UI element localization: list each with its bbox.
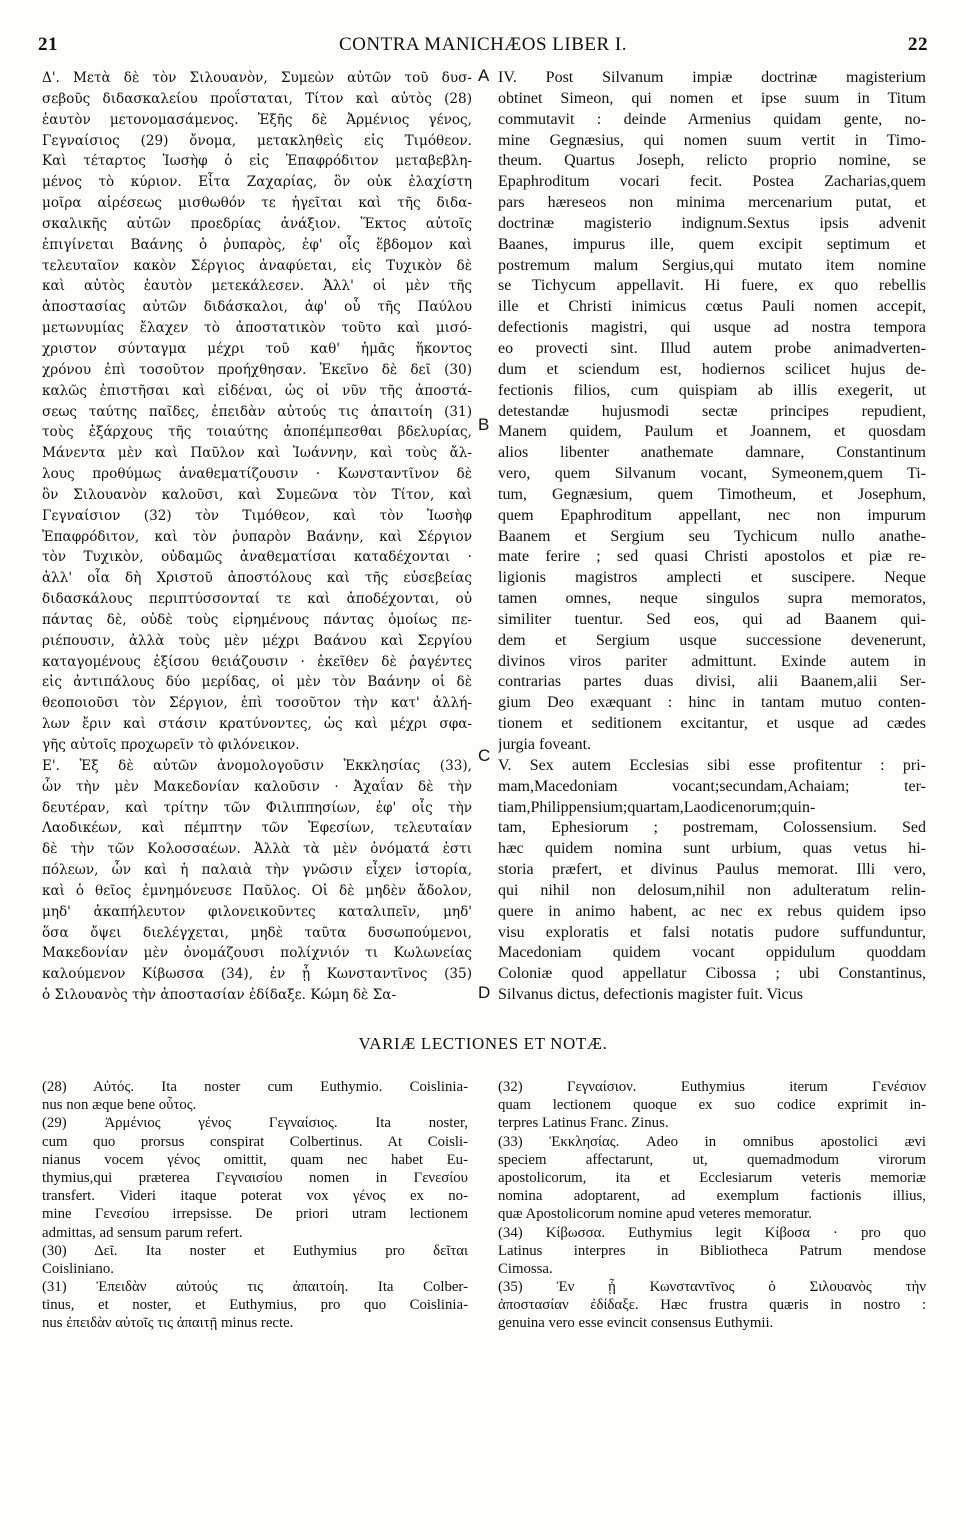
note-line: (34) Κίβωσσα. Euthymius legit Κίβοσα · pro quo (498, 1224, 926, 1241)
greek-text-line: Δ'. Μετὰ δὲ τὸν Σιλουανὸν, Συμεὼν αὐτῶν τοῦ δυσ- (42, 70, 472, 86)
latin-text-line: Silvanus dictus, defectionis magister fuit. Vicus (498, 986, 803, 1004)
note-line: (28) Αὐτός. Ita noster cum Euthymio. Coislinia- (42, 1079, 468, 1095)
latin-text-line: similiter tuentur. Sed eos, qui ad Baanem qui- (498, 610, 926, 628)
note-line: ἀποστασίαν ἐδίδαξε. Hæc frustra quæris in nostro : (498, 1297, 926, 1314)
running-header (38, 34, 928, 58)
greek-text-line: χρόνου ἐπὶ τοσοῦτον προήχθησαν. Ἐκεῖνο δὲ δεῖ (30) (42, 361, 472, 378)
note-line: Cimossa. (498, 1260, 553, 1277)
note-line: (31) Ἐπειδὰν αὐτούς τις ἀπαιτοίη. Ita Colber- (42, 1279, 468, 1296)
greek-text-line: μοῖρα αἱρέσεως μισθωθόν τε ἡγεῖται καὶ τῆς διδα- (42, 195, 472, 212)
greek-text-line: λους προθύμως ἀναθεματίζουσιν · Κωνσταντῖνον δὲ (42, 466, 472, 483)
latin-text-line: tiam,Philippensium;quartam,Laodicenorum;quin- (498, 798, 816, 816)
greek-text-line: καὶ ὁ θεῖος ἐμνημόνευσε Παῦλος. Οἱ δὲ μηδὲν ἄδολον, (42, 882, 472, 899)
latin-text-line: Macedoniam quidem vocant oppidulum quoddam (498, 944, 926, 962)
greek-text-line: ἐπιγίνεται Βαάνης ὁ ῥυπαρὸς, ἐφ' οἷς ἕβδομον καὶ (42, 236, 472, 253)
latin-text-line: gium Deo exæquant : hinc in tantam mutuo conten- (498, 694, 926, 712)
greek-text-line: ἑαυτὸν μετονομασάμενος. Ἐξῆς δὲ Ἀρμένιος γένος, (42, 111, 472, 128)
latin-text-line: dem et Sergium usque successione devenerunt, (498, 631, 926, 649)
note-line: nomina adoptarent, ad exemplum factionis illius, (498, 1188, 926, 1205)
greek-text-line: Ε'. Ἐξ δὲ αὐτῶν ἀνομολογοῦσιν Ἐκκλησίας (33), (42, 757, 472, 774)
latin-text-line: mate ferire ; sed quasi Christi apostolos et piæ re- (498, 548, 926, 566)
note-line: terpres Latinus Franc. Zinus. (498, 1115, 669, 1132)
greek-text-line: σκαλικῆς αὐτῶν προεδρίας ἀνάξιον. Ἕκτος αὐτοῖς (42, 215, 472, 232)
latin-text-line: commutavit : deinde Armenius quidam gente, no- (498, 110, 926, 128)
note-line: speciem affectarunt, ut, quemadmodum virorum (498, 1151, 926, 1168)
greek-text-line: καλῶς ἐπιστῆσαι καὶ εἰδέναι, ὡς οἱ νῦν τῆς ἀποστά- (42, 382, 472, 399)
latin-text-line: tam, Ephesiorum ; postremam, Colossensium. Sed (498, 819, 926, 837)
latin-text-line: pars hæreseos non minima mercenarium putat, et (498, 194, 926, 212)
greek-text-line: θεοποιοῦσι τὸν Σέργιον, ἐπὶ τοσοῦτον τὴν κατ' ἀλλή- (42, 695, 472, 712)
greek-text-line: ὃν Σιλουανὸν καλοῦσι, καὶ Συμεῶνα τὸν Τίτον, καὶ (42, 486, 472, 503)
note-line: Coisliniano. (42, 1260, 114, 1277)
latin-text-line: fectionis filios, cum quispiam ab illis exegerit, ut (498, 381, 926, 399)
greek-text-line: Ἐπαφρόδιτον, καὶ τὸν ῥυπαρὸν Βαάνην, καὶ Σέργιον (42, 528, 472, 545)
greek-text-line: Λαοδικέων, καὶ πέμπτην τῶν Ἐφεσίων, τελευταίαν (42, 820, 472, 837)
latin-text-line: quem Epaphroditum appellant, nec non impurum (498, 506, 926, 524)
note-line: quæ Apostolicorum nomine apud veteres memoratur. (498, 1206, 812, 1223)
note-line: thymius,qui præterea Γεγναισίου nomen in Γενεσίου (42, 1169, 468, 1186)
greek-text-line: Μάνεντα μὲν καὶ Παῦλον καὶ Ἰωάννην, καὶ τοὺς ἄλ- (42, 445, 472, 462)
latin-text-line: hæc quidem nomina sunt urbium, quas vetus hi- (498, 840, 926, 858)
greek-text-line: τὸν Τυχικὸν, οὐδαμῶς ἀναθεματίσαι καταδέχονται · (42, 549, 472, 566)
greek-text-line: καταγομένους ἐξίσου θειάζουσιν · ἐκεῖθεν δὲ ῥαγέντες (42, 653, 472, 670)
margin-marker-c: C (478, 746, 491, 765)
greek-text-line: λων ἔριν καὶ στάσιν κρατύνοντες, ὡς καὶ μέχρι σφα- (42, 716, 472, 733)
latin-text-line: qui nihil non delosum,nihil non adulteratum relin- (498, 881, 926, 899)
greek-text-line: καὶ αὐτὸς ἑαυτὸν μετεκάλεσεν. Ἀλλ' οἱ μὲν τῆς (42, 278, 472, 295)
latin-text-line: Epaphroditum vocari fecit. Postea Zacharias,quem (498, 173, 926, 191)
greek-text-line: μηδ' ἀκαπήλευτον φιλονεικοῦντες καταλιπεῖν, μηδ' (42, 903, 472, 920)
greek-text-line: μένος τὸ κύριον. Εἶτα Ζαχαρίας, ὃν οὐκ ἐλαχίστη (42, 174, 472, 191)
greek-text-line: εἰς ἀντιπάλους δύο μερίδας, οἱ μὲν τὸν Βαάνην οἱ δὲ (42, 674, 472, 691)
notes-left-column (42, 1078, 468, 1333)
page-number-left: 21 (38, 34, 58, 55)
latin-text-line: storia præfert, et divinus Paulus memorat. Illi vero, (498, 861, 926, 879)
margin-marker-d: D (478, 983, 491, 1002)
greek-text-line: ὁ Σιλουανὸς τὴν ἀποστασίαν ἐδίδαξε. Κώμη δὲ Σα- (42, 987, 397, 1004)
latin-text-line: jurgia foveant. (498, 736, 592, 753)
note-line: (35) Ἐν ᾗ Κωνσταντῖνος ὁ Σιλουανὸς τὴν (498, 1279, 926, 1296)
note-line: (29) Ἀρμένιος γένος Γεγναίσιος. Ita noster, (42, 1115, 468, 1132)
latin-text-line: theum. Quartus Joseph, relicto proprio nomine, se (498, 152, 926, 170)
latin-text-line: dum et sciendum est, hodiernos scilicet hujus de- (498, 360, 926, 378)
note-line: nus non æque bene οὗτος. (42, 1097, 197, 1114)
notes-heading: VARIÆ LECTIONES ET NOTÆ. (358, 1034, 608, 1053)
latin-text-line: vero, quem Silvanum vocant, Symeonem,quem Ti- (498, 465, 926, 483)
note-line: genuina vero esse evincit consensus Euthymii. (498, 1315, 774, 1332)
latin-text-line: doctrinæ magisterio indignum.Sextus ipsis advenit (498, 214, 926, 232)
greek-text-line: ὧν τὴν μὲν Μακεδονίαν καλοῦσιν · Ἀχαΐαν δὲ τὴν (42, 778, 472, 795)
margin-marker-b: B (478, 415, 490, 434)
greek-text-line: Καὶ τέταρτος Ἰωσὴφ ὁ εἰς Ἐπαφρόδιτον μεταβεβλη- (42, 153, 472, 170)
latin-text-line: obtinet Simeon, qui nomen et ipse suum in Titum (498, 89, 926, 107)
greek-text-line: δὲ τὴν τῶν Κολοσσαέων. Ἀλλὰ τὰ μὲν ὀνόματά ἐστι (42, 841, 472, 858)
note-line: (32) Γεγναίσιον. Euthymius iterum Γενέσιον (498, 1079, 926, 1095)
latin-text-line: V. Sex autem Ecclesias sibi esse profitentur : pri- (498, 756, 926, 774)
latin-text-line: mine Gegnæsius, qui nomen suum vertit in Timo- (498, 131, 926, 149)
greek-text-line: γῆς αὐτοῖς προχωρεῖν τὸ φιλόνεικον. (42, 737, 300, 753)
greek-text-line: Μακεδονίαν μὲν ὀνομάζουσι πολίχνιόν τι Κωλωνείας (42, 945, 472, 962)
greek-text-line: τελευταῖον κακὸν Σέργιος ἀναφύεται, εἰς Τυχικὸν δὲ (42, 257, 472, 274)
note-line: admittas, ad sensum parum refert. (42, 1224, 243, 1241)
greek-text-line: ἀποστασίας αὐτῶν διδάσκαλοι, ἀφ' οὗ τῆς Παύλου (42, 299, 472, 316)
greek-text-column (42, 68, 472, 1006)
latin-text-line: ille et Christi inimicus cœtus Pauli nomen accepit, (498, 298, 926, 316)
note-line: quam lectionem quoque ex suo codice exprimit in- (498, 1097, 926, 1114)
latin-text-line: tamen omnes, neque singulos supra memoratos, (498, 590, 926, 608)
latin-text-line: eo provecti sint. Illud autem probe animadverten- (498, 339, 926, 357)
greek-text-line: τοὺς ἐξάρχους τῆς τοιαύτης ἀποπέμπεσθαι βδελυρίας, (42, 424, 472, 441)
greek-text-line: καλούμενον Κίβωσσα (34), ἐν ᾗ Κωνσταντῖνος (35) (42, 966, 472, 983)
note-line: nianus vocem γένος omittit, quam nec habet Eu- (42, 1151, 468, 1168)
latin-text-line: detestandæ hujusmodi sectæ principes repudient, (498, 402, 926, 420)
greek-text-line: μετωνυμίας ἔλαχεν τὸ ἀποστατικὸν τοῦτο καὶ μισό- (42, 320, 472, 337)
latin-text-line: Manem quidem, Paulum et Joannem, et quosdam (498, 423, 926, 441)
latin-text-line: Baanem et Sergium seu Tychicum nullo anathe- (498, 527, 926, 545)
greek-text-line: ὅσα ὄψει διελέγχεται, μηδὲ ταῦτα δυσωπούμενοι, (42, 924, 472, 941)
note-line: (30) Δεῖ. Ita noster et Euthymius pro δεῖται (42, 1242, 468, 1259)
greek-text-line: ἀλλ' οἷα δὴ Χριστοῦ ἀποστόλους καὶ τῆς εὐσεβείας (42, 570, 472, 587)
note-line: mine Γενεσίου irrepsisse. De priori utram lectionem (42, 1206, 468, 1223)
greek-text-line: πόλεων, ὧν καὶ ἡ παλαιὰ τὴν γνῶσιν εἶχεν ἱστορία, (42, 862, 472, 879)
latin-text-line: contrarias partes duas divisi, alii Baanem,alii Ser- (498, 673, 926, 691)
latin-text-line: alios libenter anathemate damnare, Constantinum (498, 444, 926, 462)
latin-text-line: Coloniæ quod appellatur Cibossa ; ubi Constantinus, (498, 965, 926, 983)
greek-text-line: Γεγναίσιος (29) ὄνομα, μετακληθεὶς εἰς Τιμόθεον. (42, 132, 472, 149)
latin-text-column (498, 68, 926, 1006)
latin-text-line: tionem et seditionem excitantur, et usque ad cædes (498, 715, 926, 733)
note-line: tinus, et noster, et Euthymius, pro quo Coislinia- (42, 1297, 468, 1314)
note-line: apostolicorum, ita et Ecclesiarum veteris memoriæ (498, 1169, 926, 1186)
latin-text-line: se Tichycum appellavit. Hi fuere, ex quo rebellis (498, 277, 926, 295)
latin-text-line: IV. Post Silvanum impiæ doctrinæ magisterium (498, 69, 926, 86)
greek-text-line: χριστον σύνταγμα μέχρι τοῦ καθ' ἡμᾶς ἥκοντος (42, 340, 472, 357)
greek-text-line: Γεγναίσιον (32) τὸν Τιμόθεον, καὶ τὸν Ἰωσὴφ (42, 507, 472, 524)
latin-text-line: defectionis magistri, qui usque ad nostra tempora (498, 319, 926, 337)
latin-text-line: quere in animo habent, ac nec ex rebus quidem ipso (498, 902, 926, 920)
notes-right-column (498, 1078, 926, 1333)
latin-text-line: postremum malum Sergius,qui mutato item nomine (498, 256, 926, 274)
greek-text-line: διδασκάλους περιπτύσσονταί τε καὶ ἀποδέχονται, οὐ (42, 591, 472, 608)
latin-text-line: visu exploratis et falsi notatis pudore suffunduntur, (498, 923, 926, 941)
greek-text-line: ριέπουσιν, ἀλλὰ τοὺς μὲν μέχρι Βαάνου καὶ Σεργίου (42, 632, 472, 649)
latin-text-line: Baanes, impurus ille, quem excipit septimum et (498, 235, 926, 253)
latin-text-line: mam,Macedoniam vocant;secundam,Achaiam; ter- (498, 777, 926, 795)
latin-text-line: divinos viros pariter admittunt. Exinde autem in (498, 652, 926, 670)
margin-marker-a: A (478, 66, 490, 85)
note-line: (33) Ἐκκλησίας. Adeo in omnibus apostolici ævi (498, 1133, 926, 1150)
greek-text-line: πάντας δὲ, οὐδὲ τοὺς εἰρημένους πάντας ὁμοίως πε- (42, 611, 472, 628)
latin-text-line: tum, Gegnæsium, quem Timotheum, et Josephum, (498, 485, 926, 503)
note-line: cum quo prorsus conspirat Colbertinus. At Coisli- (42, 1133, 468, 1150)
latin-text-line: ligionis magistros amplecti et suscipere. Neque (498, 569, 926, 587)
note-line: Latinus interpres in Bibliotheca Patrum mendose (498, 1242, 926, 1259)
running-title: CONTRA MANICHÆOS LIBER I. (338, 34, 628, 55)
greek-text-line: σεως ταύτης παῖδες, ἐπειδὰν αὐτούς τις ἀπαιτοίη (31) (42, 403, 472, 420)
greek-text-line: σεβοῦς διδασκαλείου προΐσταται, Τίτον καὶ αὐτὸς (28) (42, 90, 472, 107)
note-line: transfert. Videri itaque poterat vox γένος ex no- (42, 1188, 468, 1205)
greek-text-line: δευτέραν, καὶ τρίτην τῶν Φιλιππησίων, ἐφ' οἷς τὴν (42, 799, 472, 816)
note-line: nus ἐπειδὰν αὐτοῖς τις ἀπαιτῇ minus recte. (42, 1315, 294, 1332)
page-number-right: 22 (908, 34, 928, 55)
